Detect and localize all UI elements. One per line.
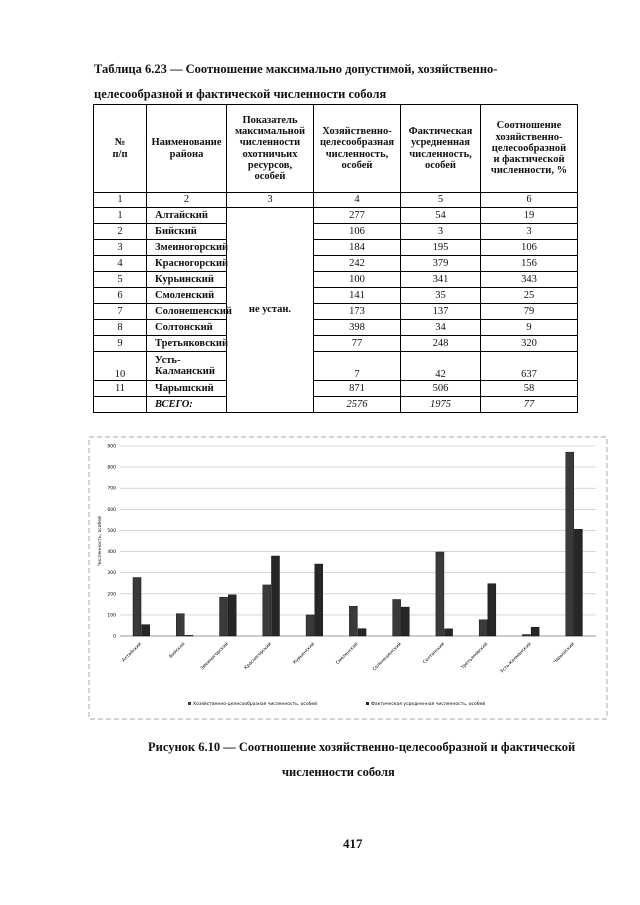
econ-number: 7 bbox=[314, 352, 401, 381]
ratio: 156 bbox=[481, 256, 578, 272]
district-name: Чарышский bbox=[147, 381, 227, 397]
index-cell: 1 bbox=[94, 193, 147, 208]
actual-number: 195 bbox=[401, 240, 481, 256]
econ-number: 173 bbox=[314, 304, 401, 320]
y-tick-label: 600 bbox=[107, 507, 116, 513]
row-number: 7 bbox=[94, 304, 147, 320]
y-tick-label: 700 bbox=[107, 486, 116, 492]
bar-actual bbox=[185, 635, 193, 636]
table-row bbox=[94, 304, 578, 320]
district-name: Солонешенский bbox=[147, 304, 227, 320]
table-row bbox=[94, 336, 578, 352]
table-caption-line-2: целесообразной и фактической численности соболя bbox=[94, 87, 387, 101]
index-cell: 6 bbox=[481, 193, 578, 208]
table-header-row bbox=[94, 105, 578, 193]
bar-actual bbox=[445, 629, 453, 636]
bar-econ bbox=[263, 585, 271, 636]
econ-number: 100 bbox=[314, 272, 401, 288]
total-row bbox=[94, 397, 578, 413]
bar-actual bbox=[401, 607, 409, 636]
bar-actual bbox=[315, 564, 323, 636]
table-row bbox=[94, 208, 578, 224]
bar-econ bbox=[479, 620, 487, 636]
actual-number: 379 bbox=[401, 256, 481, 272]
bar-econ bbox=[436, 552, 444, 636]
actual-number: 248 bbox=[401, 336, 481, 352]
district-name: Смоленский bbox=[147, 288, 227, 304]
econ-number: 242 bbox=[314, 256, 401, 272]
bar-econ bbox=[566, 452, 574, 636]
actual-number: 35 bbox=[401, 288, 481, 304]
district-name: Змеиногорский bbox=[147, 240, 227, 256]
table-row bbox=[94, 272, 578, 288]
index-row bbox=[94, 193, 578, 208]
actual-number: 341 bbox=[401, 272, 481, 288]
actual-number: 34 bbox=[401, 320, 481, 336]
econ-number: 398 bbox=[314, 320, 401, 336]
y-tick-label: 0 bbox=[113, 634, 116, 640]
total-ratio: 77 bbox=[481, 397, 578, 413]
y-tick-label: 400 bbox=[107, 550, 116, 556]
table-row bbox=[94, 256, 578, 272]
max-indicator-merged-cell: не устан. bbox=[227, 208, 314, 413]
table-row bbox=[94, 320, 578, 336]
header-ratio: Соотношение хозяйственно- целесообразной и фактической численности, % bbox=[481, 105, 578, 193]
y-tick-label: 200 bbox=[107, 592, 116, 598]
bar-actual bbox=[271, 556, 279, 636]
y-tick-label: 800 bbox=[107, 465, 116, 471]
total-empty bbox=[94, 397, 147, 413]
index-cell: 5 bbox=[401, 193, 481, 208]
bar-actual bbox=[142, 625, 150, 636]
x-category-label: Усть-Калманский bbox=[499, 641, 533, 675]
econ-number: 277 bbox=[314, 208, 401, 224]
x-category-label: Третьяковский bbox=[460, 641, 490, 671]
row-number: 2 bbox=[94, 224, 147, 240]
figure-caption-line-2: численности соболя bbox=[282, 765, 395, 779]
x-category-label: Бийский bbox=[168, 641, 187, 660]
ratio: 9 bbox=[481, 320, 578, 336]
header-econ-number: Хозяйственно- целесообразная численность, особей bbox=[314, 105, 401, 193]
x-category-label: Солонешенский bbox=[372, 641, 403, 673]
table-row bbox=[94, 224, 578, 240]
district-name: Бийский bbox=[147, 224, 227, 240]
y-axis-label: Численность, особей bbox=[98, 516, 103, 566]
district-name: Третьяковский bbox=[147, 336, 227, 352]
table-row bbox=[94, 240, 578, 256]
bar-econ bbox=[349, 606, 357, 636]
row-number: 9 bbox=[94, 336, 147, 352]
econ-number: 141 bbox=[314, 288, 401, 304]
chart-container bbox=[88, 436, 608, 720]
ratio: 79 bbox=[481, 304, 578, 320]
bar-actual bbox=[531, 627, 539, 636]
actual-number: 54 bbox=[401, 208, 481, 224]
chart-frame bbox=[89, 437, 607, 719]
y-tick-label: 500 bbox=[107, 528, 116, 534]
row-number: 3 bbox=[94, 240, 147, 256]
bar-econ bbox=[176, 614, 184, 636]
district-name: Усть- Калманский bbox=[147, 352, 227, 381]
actual-number: 42 bbox=[401, 352, 481, 381]
table-row bbox=[94, 288, 578, 304]
ratio: 3 bbox=[481, 224, 578, 240]
econ-number: 184 bbox=[314, 240, 401, 256]
total-econ: 2576 bbox=[314, 397, 401, 413]
ratio: 320 bbox=[481, 336, 578, 352]
ratio: 25 bbox=[481, 288, 578, 304]
district-name: Солтонский bbox=[147, 320, 227, 336]
bar-econ bbox=[522, 635, 530, 636]
bar-actual bbox=[574, 529, 582, 636]
y-tick-label: 300 bbox=[107, 571, 116, 577]
x-category-label: Курьинский bbox=[292, 641, 317, 666]
x-category-label: Солтонский bbox=[422, 641, 446, 666]
header-district: Наименование района bbox=[147, 105, 227, 193]
district-name: Курьинский bbox=[147, 272, 227, 288]
ratio: 19 bbox=[481, 208, 578, 224]
ratio: 343 bbox=[481, 272, 578, 288]
page-number: 417 bbox=[343, 836, 363, 851]
actual-number: 3 bbox=[401, 224, 481, 240]
bar-econ bbox=[133, 578, 141, 636]
total-label: ВСЕГО: bbox=[147, 397, 227, 413]
row-number: 1 bbox=[94, 208, 147, 224]
x-category-label: Змеиногорский bbox=[200, 641, 230, 672]
row-number: 10 bbox=[94, 352, 147, 381]
bar-actual bbox=[488, 584, 496, 636]
row-number: 8 bbox=[94, 320, 147, 336]
data-table bbox=[93, 104, 578, 413]
figure-caption-line-1: Рисунок 6.10 — Соотношение хозяйственно-целесообразной и фактической bbox=[148, 740, 576, 754]
index-cell: 2 bbox=[147, 193, 227, 208]
bar-chart bbox=[88, 436, 608, 720]
legend-entry: Фактическая усредненная численность, особей bbox=[371, 702, 486, 707]
header-number: № п/п bbox=[94, 105, 147, 193]
header-max-indicator: Показатель максимальной численности охотничьих ресурсов, особей bbox=[227, 105, 314, 193]
legend-entry: Хозяйственно-целесообразная численность, особей bbox=[193, 702, 318, 707]
row-number: 5 bbox=[94, 272, 147, 288]
econ-number: 106 bbox=[314, 224, 401, 240]
bar-econ bbox=[220, 597, 228, 636]
actual-number: 137 bbox=[401, 304, 481, 320]
x-category-label: Чарышский bbox=[552, 641, 576, 665]
ratio: 637 bbox=[481, 352, 578, 381]
econ-number: 871 bbox=[314, 381, 401, 397]
bar-actual bbox=[228, 595, 236, 636]
bar-econ bbox=[393, 599, 401, 636]
x-category-label: Смоленский bbox=[335, 641, 360, 666]
x-category-label: Алтайский bbox=[121, 641, 144, 664]
row-number: 4 bbox=[94, 256, 147, 272]
table-caption-line-1: Таблица 6.23 — Соотношение максимально допустимой, хозяйственно- bbox=[94, 62, 498, 76]
table-row bbox=[94, 352, 578, 381]
district-name: Алтайский bbox=[147, 208, 227, 224]
ratio: 106 bbox=[481, 240, 578, 256]
header-actual-number: Фактическая усредненная численность, особей bbox=[401, 105, 481, 193]
index-cell: 4 bbox=[314, 193, 401, 208]
total-actual: 1975 bbox=[401, 397, 481, 413]
row-number: 11 bbox=[94, 381, 147, 397]
econ-number: 77 bbox=[314, 336, 401, 352]
table-row bbox=[94, 381, 578, 397]
row-number: 6 bbox=[94, 288, 147, 304]
bar-actual bbox=[358, 629, 366, 636]
ratio: 58 bbox=[481, 381, 578, 397]
y-tick-label: 100 bbox=[107, 613, 116, 619]
actual-number: 506 bbox=[401, 381, 481, 397]
index-cell: 3 bbox=[227, 193, 314, 208]
legend-swatch bbox=[188, 702, 191, 705]
legend-swatch bbox=[366, 702, 369, 705]
x-category-label: Красногорский bbox=[243, 641, 273, 671]
y-tick-label: 900 bbox=[107, 444, 116, 450]
district-name: Красногорский bbox=[147, 256, 227, 272]
bar-econ bbox=[306, 615, 314, 636]
chart-legend bbox=[188, 700, 485, 707]
